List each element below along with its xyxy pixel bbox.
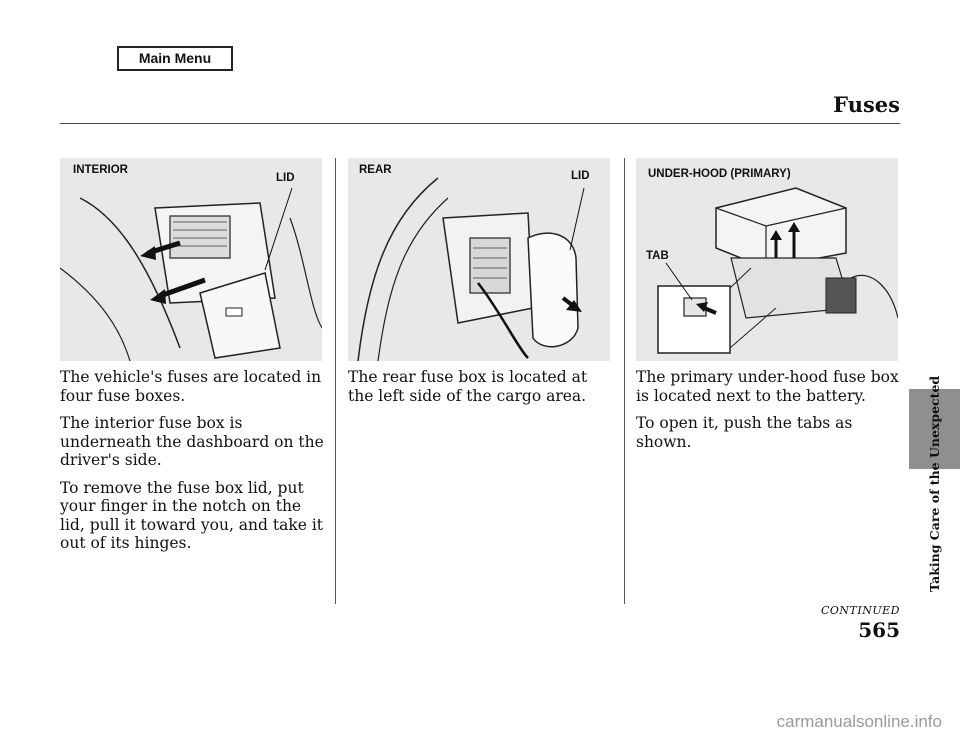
under-hood-fuse-drawing [636, 158, 898, 361]
rear-text-column [348, 368, 613, 414]
watermark: carmanualsonline.info [776, 712, 942, 731]
rear-fuse-drawing [348, 158, 610, 361]
figure-location-label: INTERIOR [73, 164, 128, 176]
interior-fuse-illustration [60, 158, 322, 361]
page-number: 565 [858, 618, 900, 642]
rear-fuse-illustration [348, 158, 610, 361]
figure-part-label: LID [571, 170, 590, 182]
column-divider [335, 158, 336, 604]
interior-fuse-drawing [60, 158, 322, 361]
body-paragraph: To remove the fuse box lid, put your finger in the notch on the lid, pull it toward you, and take it out of its hinges. [60, 478, 324, 552]
continued-label: CONTINUED [821, 604, 900, 617]
chapter-label: Taking Care of the Unexpected [927, 375, 942, 592]
body-paragraph: To open it, push the tabs as shown. [636, 414, 853, 451]
figure-location-label: UNDER-HOOD (PRIMARY) [648, 168, 791, 180]
body-paragraph: The rear fuse box is located at the left side of the cargo area. [348, 368, 588, 405]
under-hood-text-column [636, 368, 901, 460]
title-rule [60, 123, 900, 124]
body-paragraph: The interior fuse box is underneath the dashboard on the driver's side. [60, 414, 324, 469]
chapter-label-wrap [922, 375, 948, 592]
figure-location-label: REAR [359, 164, 392, 176]
body-paragraph: The vehicle's fuses are located in four fuse boxes. [60, 368, 322, 405]
figure-part-label: TAB [646, 250, 669, 262]
section-title: Fuses [833, 92, 900, 117]
interior-text-column [60, 368, 325, 562]
figure-part-label: LID [276, 172, 295, 184]
body-paragraph: The primary under-hood fuse box is located next to the battery. [636, 368, 899, 405]
main-menu-button[interactable]: Main Menu [117, 46, 233, 71]
column-divider [624, 158, 625, 604]
under-hood-fuse-illustration [636, 158, 898, 361]
